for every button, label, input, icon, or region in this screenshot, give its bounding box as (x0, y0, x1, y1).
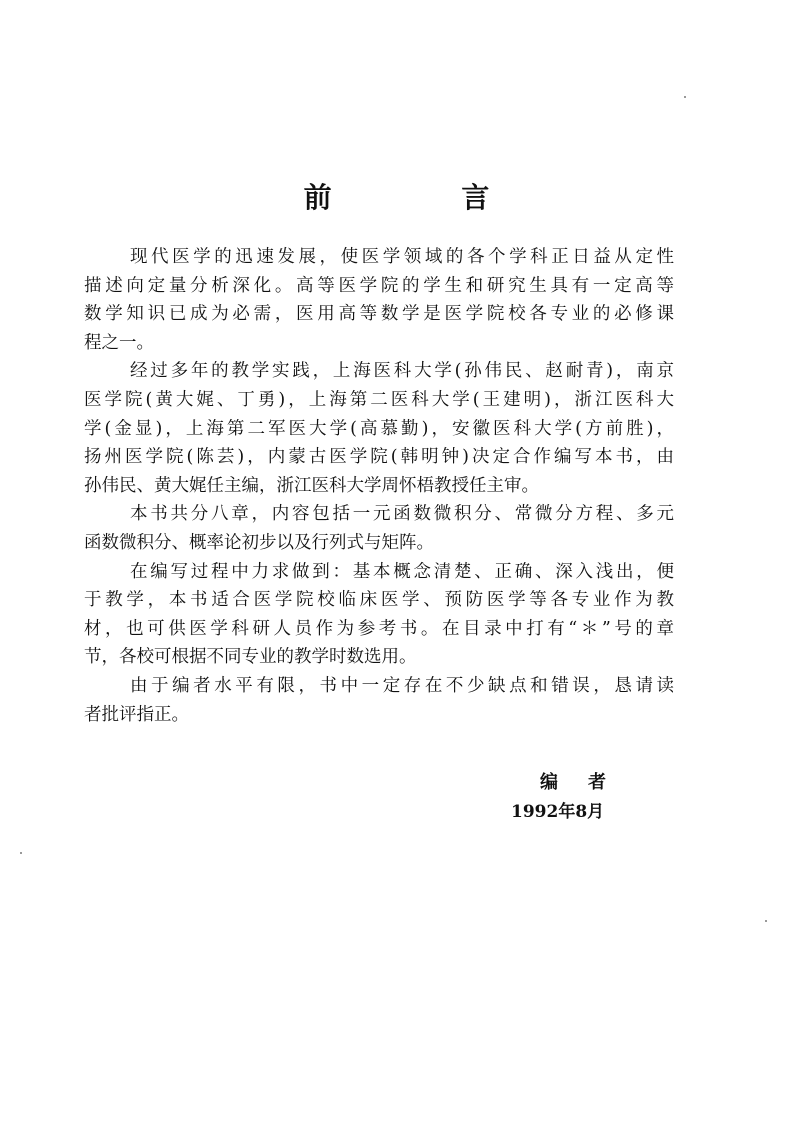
paragraph-2 (84, 357, 674, 500)
preface-body (84, 243, 674, 729)
paragraph-5 (84, 672, 674, 729)
paragraph-4 (84, 558, 674, 672)
scan-speck (20, 852, 22, 854)
paragraph-3 (84, 500, 674, 557)
text-line: 本书共分八章，内容包括一元函数微积分、常微分方程、多元 (130, 504, 674, 525)
scan-speck (684, 96, 686, 98)
text-line: 孙伟民、黄大娓任主编，浙江医科大学周怀梧教授任主审。 (84, 475, 539, 496)
text-line: 医学院(黄大娓、丁勇)，上海第二医科大学(王建明)，浙江医科大 (84, 389, 674, 410)
text-line: 程之一。 (84, 332, 154, 353)
text-line: 函数微积分、概率论初步以及行列式与矩阵。 (84, 532, 434, 553)
page-title: 前 言 (303, 181, 550, 214)
text-line: 在编写过程中力求做到：基本概念清楚、正确、深入浅出，便 (130, 561, 674, 582)
paragraph-1 (84, 243, 674, 357)
text-line: 节，各校可根据不同专业的教学时数选用。 (84, 647, 417, 668)
signature-date: 1992年8月 (511, 802, 605, 822)
text-line: 现代医学的迅速发展，使医学领域的各个学科正日益从定性 (130, 247, 674, 267)
author-signature: 编者 (540, 772, 636, 793)
text-line: 者批评指正。 (84, 704, 189, 725)
text-line: 学(金显)，上海第二军医大学(高慕勤)，安徽医科大学(方前胜)， (84, 418, 674, 439)
text-line: 由于编者水平有限，书中一定存在不少缺点和错误，恳请读 (130, 675, 674, 696)
text-line: 描述向定量分析深化。高等医学院的学生和研究生具有一定高等 (84, 275, 674, 296)
scan-speck (765, 920, 767, 922)
text-line: 经过多年的教学实践，上海医科大学(孙伟民、赵耐青)，南京 (130, 361, 674, 382)
text-line: 数学知识已成为必需，医用高等数学是医学院校各专业的必修课 (84, 304, 674, 325)
text-line: 材，也可供医学科研人员作为参考书。在目录中打有“＊”号的章 (84, 618, 674, 639)
text-line: 于教学，本书适合医学院校临床医学、预防医学等各专业作为教 (84, 590, 674, 611)
text-line: 扬州医学院(陈芸)，内蒙古医学院(韩明钟)决定合作编写本书，由 (84, 447, 674, 468)
